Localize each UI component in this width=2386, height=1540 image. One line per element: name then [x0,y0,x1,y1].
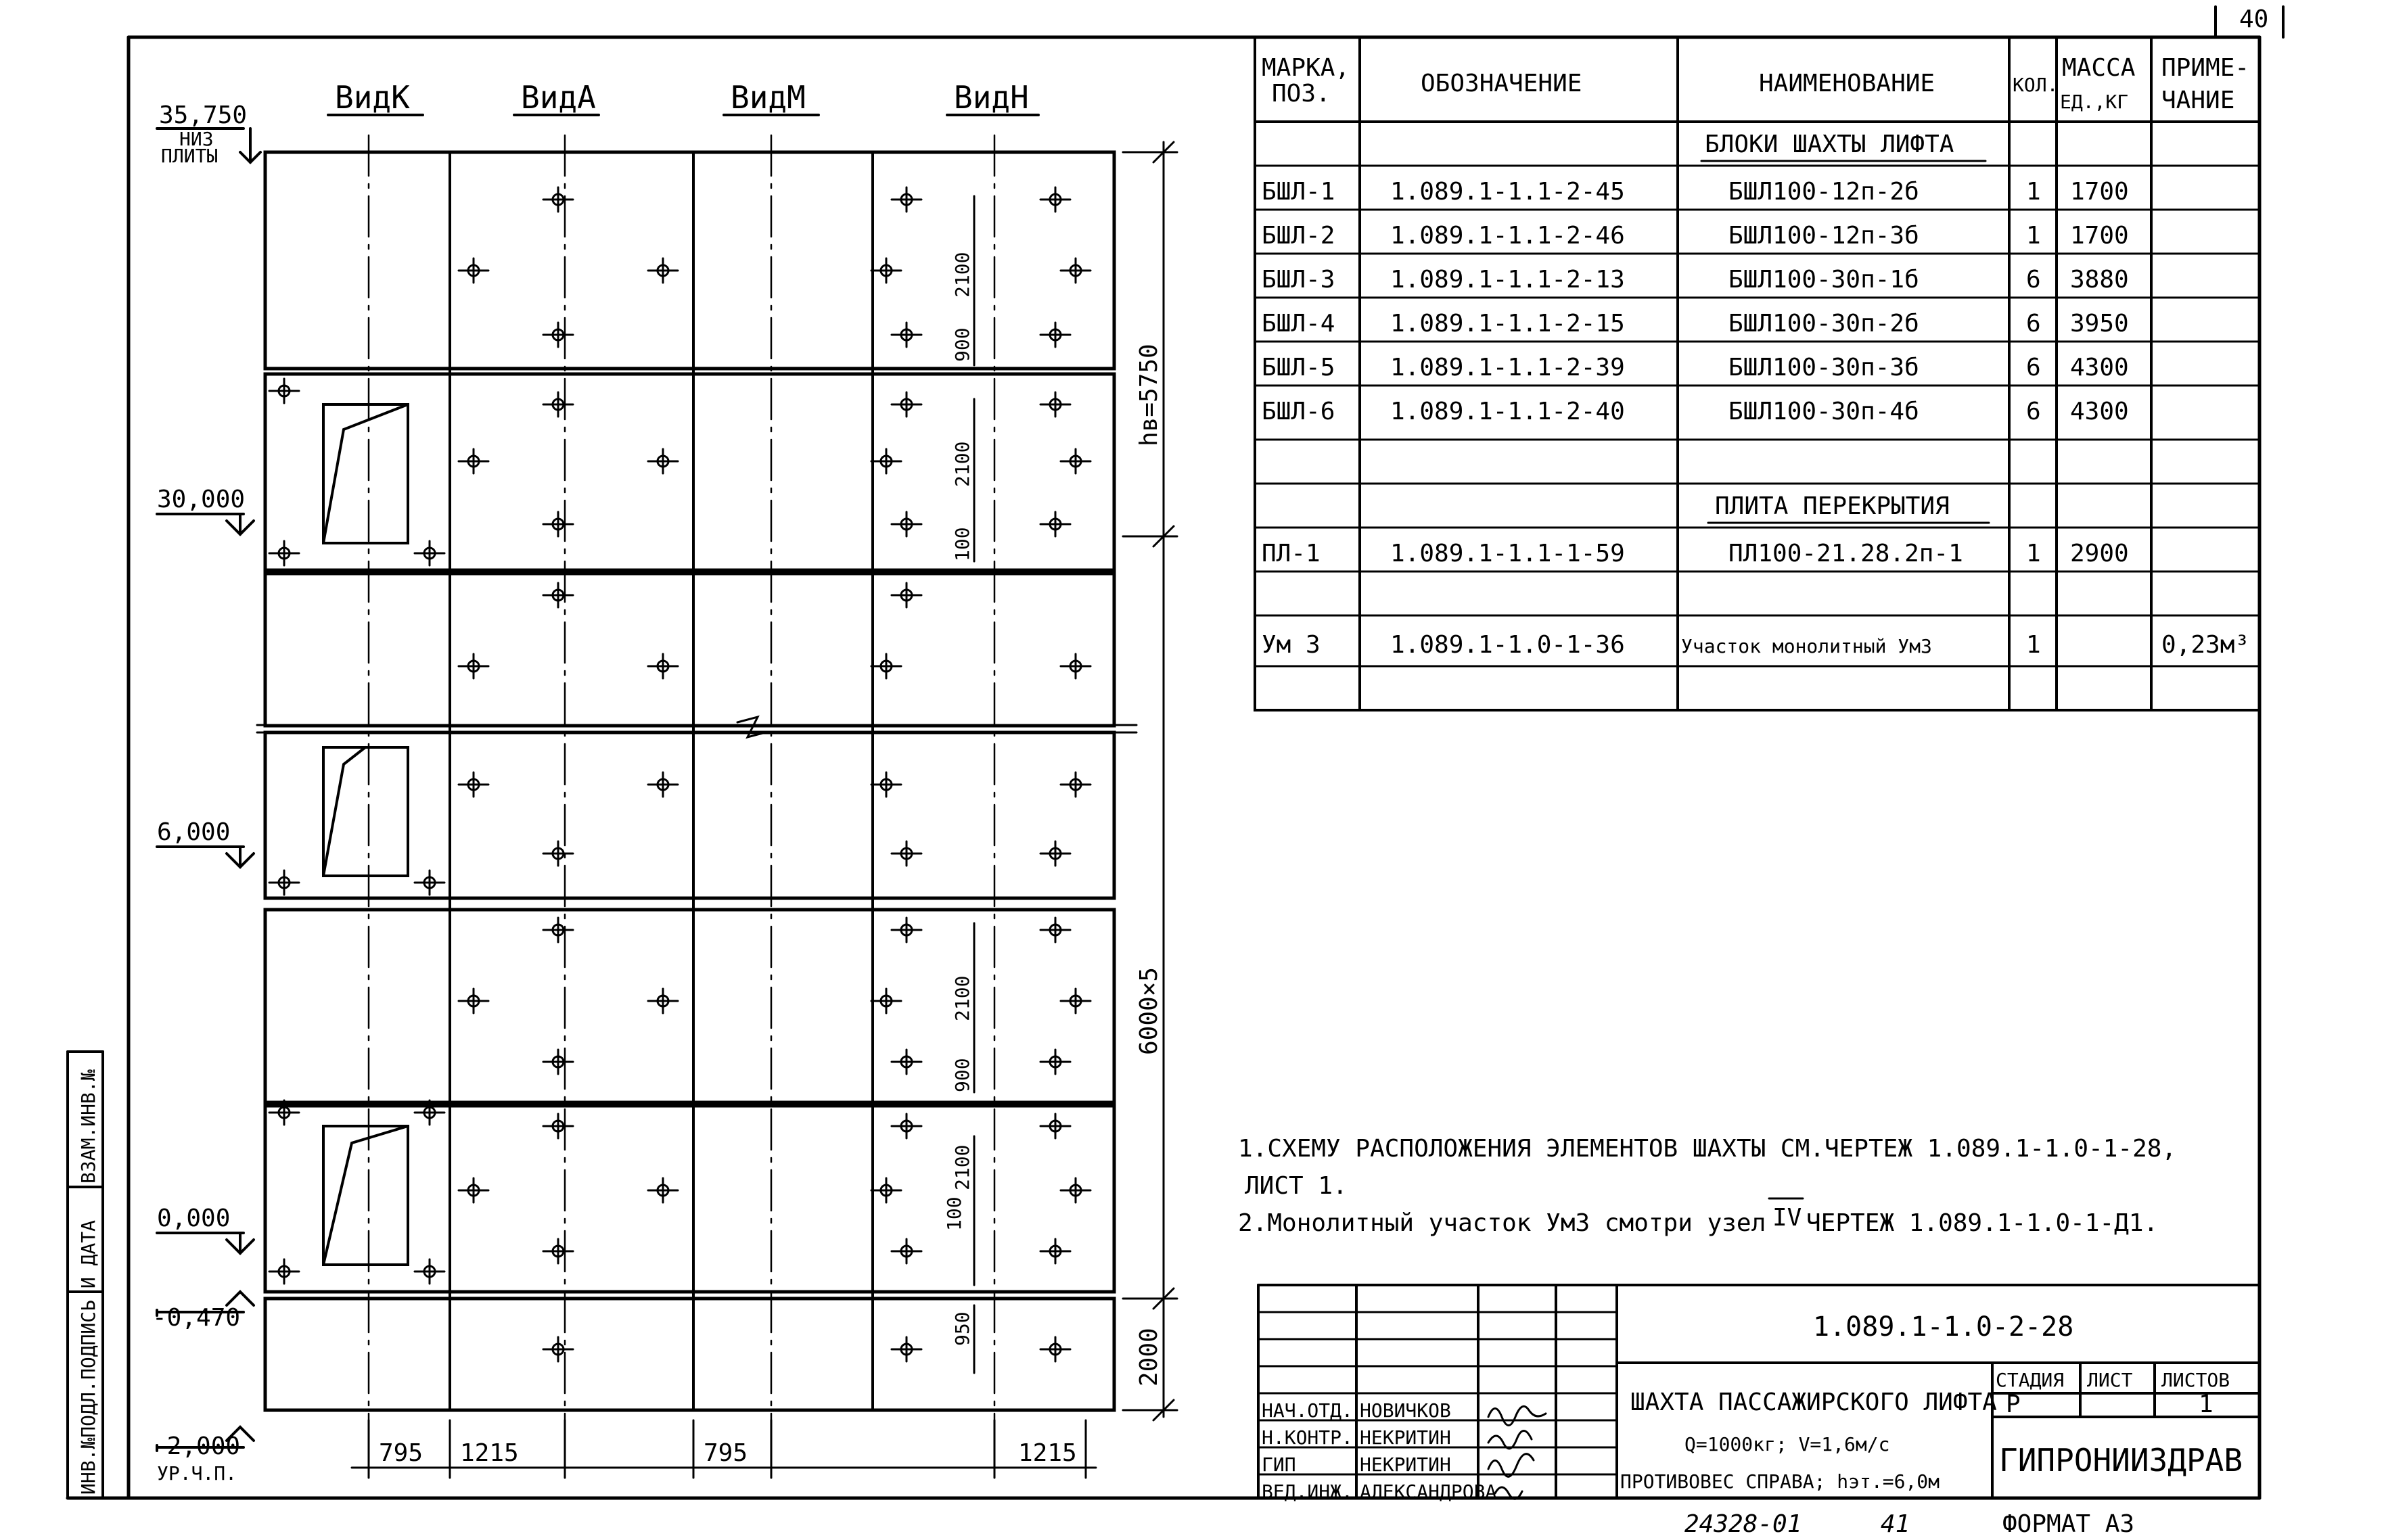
anchor-mark [459,654,488,678]
spec-rows [1262,178,2129,425]
anchor-mark [892,1114,921,1138]
drawing-code: 1.089.1-1.0-2-28 [1813,1311,2074,1343]
anchor-mark [892,1050,921,1074]
spec-cell-code: 1.089.1-1.1-2-45 [1390,178,1625,206]
block-row-4 [265,732,1114,898]
anchor-mark [892,187,921,212]
vertical-dimensions [1123,142,1177,1420]
anchor-mark [269,870,299,895]
anchor-mark [871,989,901,1013]
slab-name: ПЛ100-21.28.2п-1 [1728,540,1963,567]
spec-cell-mark: БШЛ-2 [1262,222,1335,250]
spec-cell-qty: 1 [2026,222,2041,250]
hdr-note-2: ЧАНИЕ [2161,87,2235,114]
note-2-node: IV [1772,1204,1802,1232]
dim-2000: 2000 [1135,1328,1163,1386]
anchor-mark [415,541,444,565]
note-1a: 1.СХЕМУ РАСПОЛОЖЕНИЯ ЭЛЕМЕНТОВ ШАХТЫ СМ.ЧЕРТЕЖ 1.089.1-1.0-1-28, [1238,1135,2177,1163]
shaft-elevation [257,152,1137,1410]
anchor-mark [543,1239,573,1263]
anchor-mark [1040,187,1070,212]
door-opening [323,1126,408,1265]
anchor-mark [871,1178,901,1203]
mono-mark: Ум 3 [1262,631,1321,659]
spec-cell-mark: БШЛ-6 [1262,398,1335,425]
anchor-mark [648,449,678,473]
anchor-mark [543,841,573,866]
spec-cell-code: 1.089.1-1.1-2-40 [1390,398,1625,425]
anchor-mark [871,449,901,473]
anchor-mark [871,772,901,797]
format-label: ФОРМАТ А3 [2002,1510,2135,1537]
spec-cell-code: 1.089.1-1.1-2-15 [1390,310,1625,337]
spec-cell-code: 1.089.1-1.1-2-13 [1390,266,1625,294]
anchor-mark [892,583,921,607]
slab-mark: ПЛ-1 [1262,540,1321,567]
note-2b: ЧЕРТЕЖ 1.089.1-1.0-1-Д1. [1806,1209,2159,1237]
spec-cell-mass: 3880 [2070,266,2129,294]
section-blocks: БЛОКИ ШАХТЫ ЛИФТА [1705,131,1954,158]
anchor-mark [415,870,444,895]
dim-2100-a: 2100 [951,252,973,298]
anchor-mark [1040,1050,1070,1074]
person-role: ВЕД.ИНЖ. [1262,1480,1353,1503]
organization: ГИПРОНИИЗДРАВ [1999,1442,2243,1478]
hdr-code: ОБОЗНАЧЕНИЕ [1421,70,1582,97]
mono-name: Участок монолитный Ум3 [1681,635,1932,657]
section-slab: ПЛИТА ПЕРЕКРЫТИЯ [1715,492,1950,520]
spec-cell-mark: БШЛ-1 [1262,178,1335,206]
anchor-mark [459,1178,488,1203]
hdr-mark-2: ПОЗ. [1272,80,1331,108]
spec-cell-qty: 6 [2026,398,2041,425]
spec-cell-qty: 6 [2026,354,2041,381]
dim-795-b: 795 [704,1439,748,1467]
spec-cell-mark: БШЛ-4 [1262,310,1335,337]
dim-1215-a: 1215 [460,1439,519,1467]
anchor-mark [1061,989,1091,1013]
dim-100-b: 100 [943,1196,965,1231]
elev-top-note2: ПЛИТЫ [161,145,219,167]
elev-m047: -0,470 [152,1304,241,1332]
person-name: НЕКРИТИН [1360,1453,1451,1476]
slab-code: 1.089.1-1.1-1-59 [1390,540,1625,567]
anchor-mark [459,449,488,473]
elev-6: 6,000 [157,818,231,846]
elev-m2-note: УР.Ч.П. [157,1462,237,1485]
anchor-mark [543,918,573,942]
elev-top: 35,750 [159,101,248,129]
spec-cell-name: БШЛ100-30п-1б [1728,266,1919,294]
anchor-mark [648,772,678,797]
anchor-mark [543,323,573,347]
slab-qty: 1 [2026,540,2041,567]
view-a-label: ВидА [521,79,596,116]
anchor-mark [648,1178,678,1203]
dim-hb: hв=5750 [1135,344,1163,446]
title-line-3: ПРОТИВОВЕС СПРАВА; hэт.=6,0м [1620,1470,1940,1493]
anchor-mark [543,1337,573,1361]
spec-cell-mark: БШЛ-3 [1262,266,1335,294]
spec-cell-name: БШЛ100-12п-3б [1728,222,1919,250]
view-k-label: ВидК [335,79,410,116]
slab-mass: 2900 [2070,540,2129,567]
label-sheets: ЛИСТОВ [2161,1369,2230,1391]
anchor-mark [892,323,921,347]
block-row-5 [265,910,1114,1102]
anchor-mark [892,512,921,536]
anchor-mark [1040,1114,1070,1138]
anchor-mark [871,258,901,283]
anchor-mark [1061,654,1091,678]
anchor-mark [892,392,921,417]
spec-cell-mass: 4300 [2070,354,2129,381]
person-role: ГИП [1262,1453,1296,1476]
anchor-mark [543,392,573,417]
anchor-mark [459,989,488,1013]
anchor-mark [1040,918,1070,942]
stage-value: Р [2006,1391,2021,1418]
spec-cell-name: БШЛ100-30п-4б [1728,398,1919,425]
mono-code: 1.089.1-1.0-1-36 [1390,631,1625,659]
anchor-mark [1061,772,1091,797]
anchor-mark [1061,1178,1091,1203]
view-m-label: ВидМ [731,79,806,116]
hdr-mark-1: МАРКА, [1262,54,1350,82]
dim-6000x5: 6000×5 [1135,966,1163,1055]
block-row-3 [265,574,1114,726]
anchor-mark [1061,449,1091,473]
dim-2100-b: 2100 [951,441,973,487]
dim-950: 950 [951,1311,973,1346]
spec-cell-mass: 3950 [2070,310,2129,337]
anchor-mark [1040,1239,1070,1263]
dim-900-b: 900 [951,1058,973,1092]
anchor-mark [648,654,678,678]
hdr-note-1: ПРИМЕ- [2161,54,2250,82]
spec-cell-mass: 1700 [2070,178,2129,206]
anchor-mark [543,1114,573,1138]
anchor-mark [543,1050,573,1074]
spec-cell-qty: 6 [2026,310,2041,337]
spec-cell-code: 1.089.1-1.1-2-39 [1390,354,1625,381]
dim-795-a: 795 [379,1439,423,1467]
view-headers [328,79,1038,116]
person-name: НЕКРИТИН [1360,1426,1451,1449]
title-line-1: ШАХТА ПАССАЖИРСКОГО ЛИФТА [1630,1389,1997,1416]
label-sheet: ЛИСТ [2087,1369,2133,1391]
note-1b: ЛИСТ 1. [1245,1172,1348,1200]
spec-cell-name: БШЛ100-30п-3б [1728,354,1919,381]
dim-2100-c: 2100 [951,975,973,1021]
spec-cell-mass: 4300 [2070,398,2129,425]
block-row-top [265,152,1114,369]
anchor-mark [269,541,299,565]
label-stage: СТАДИЯ [1996,1369,2065,1391]
anchor-mark [1040,512,1070,536]
elev-m2: -2,000 [152,1432,241,1460]
anchor-mark [269,1259,299,1284]
note-2a: 2.Монолитный участок Ум3 смотри узел [1238,1209,1766,1237]
anchor-mark [1040,1337,1070,1361]
dim-2100-d: 2100 [951,1144,973,1190]
anchor-mark [459,258,488,283]
anchor-mark [892,1337,921,1361]
anchor-mark [415,1259,444,1284]
person-role: НАЧ.ОТД. [1262,1399,1353,1422]
hdr-qty: КОЛ. [2013,74,2059,96]
sheets-value: 1 [2199,1391,2213,1418]
person-role: Н.КОНТР. [1262,1426,1353,1449]
dim-1215-b: 1215 [1018,1439,1077,1467]
mono-qty: 1 [2026,631,2041,659]
block-row-bottom [265,1299,1114,1410]
sheet-number: 40 [2239,5,2269,33]
stamp-signature-date: ПОДПИСЬ И ДАТА [77,1219,99,1380]
anchor-mark [892,841,921,866]
anchor-mark [543,583,573,607]
view-n-label: ВидН [954,79,1029,116]
spec-cell-name: БШЛ100-30п-2б [1728,310,1919,337]
stamp-vzam-inv: ВЗАМ.ИНВ.№ [77,1069,99,1184]
spec-cell-code: 1.089.1-1.1-2-46 [1390,222,1625,250]
anchor-mark [648,258,678,283]
spec-cell-qty: 1 [2026,178,2041,206]
elev-0: 0,000 [157,1205,231,1232]
hdr-name: НАИМЕНОВАНИЕ [1759,70,1935,97]
person-name: АЛЕКСАНДРОВА [1360,1480,1497,1503]
anchor-mark [648,989,678,1013]
signatures-table [1262,1399,1496,1503]
spec-cell-qty: 6 [2026,266,2041,294]
archive-page: 41 [1881,1510,1910,1537]
title-line-2: Q=1000кг; V=1,6м/с [1684,1433,1890,1455]
spec-cell-mark: БШЛ-5 [1262,354,1335,381]
dim-900-a: 900 [951,327,973,362]
elev-top-note1: НИЗ [179,128,214,150]
elev-30: 30,000 [157,486,246,513]
anchor-mark [1061,258,1091,283]
anchor-mark [892,918,921,942]
anchor-mark [543,512,573,536]
hdr-mass-1: МАССА [2062,54,2136,82]
elevation-marks [157,129,260,1451]
anchor-mark [892,1239,921,1263]
mono-note: 0,23м³ [2161,631,2250,659]
anchor-mark [1040,841,1070,866]
spec-cell-name: БШЛ100-12п-2б [1728,178,1919,206]
dim-100-a: 100 [951,527,973,561]
anchor-mark [459,772,488,797]
anchor-mark [871,654,901,678]
anchor-mark [543,187,573,212]
stamp-inv-podl: ИНВ.№ПОДЛ. [77,1380,99,1495]
spec-cell-mass: 1700 [2070,222,2129,250]
person-name: НОВИЧКОВ [1360,1399,1451,1422]
hdr-mass-2: ЕД.,КГ [2060,91,2129,113]
archive-number: 24328-01 [1684,1510,1802,1537]
anchor-mark [1040,392,1070,417]
anchor-mark [1040,323,1070,347]
anchor-mark [269,379,299,403]
